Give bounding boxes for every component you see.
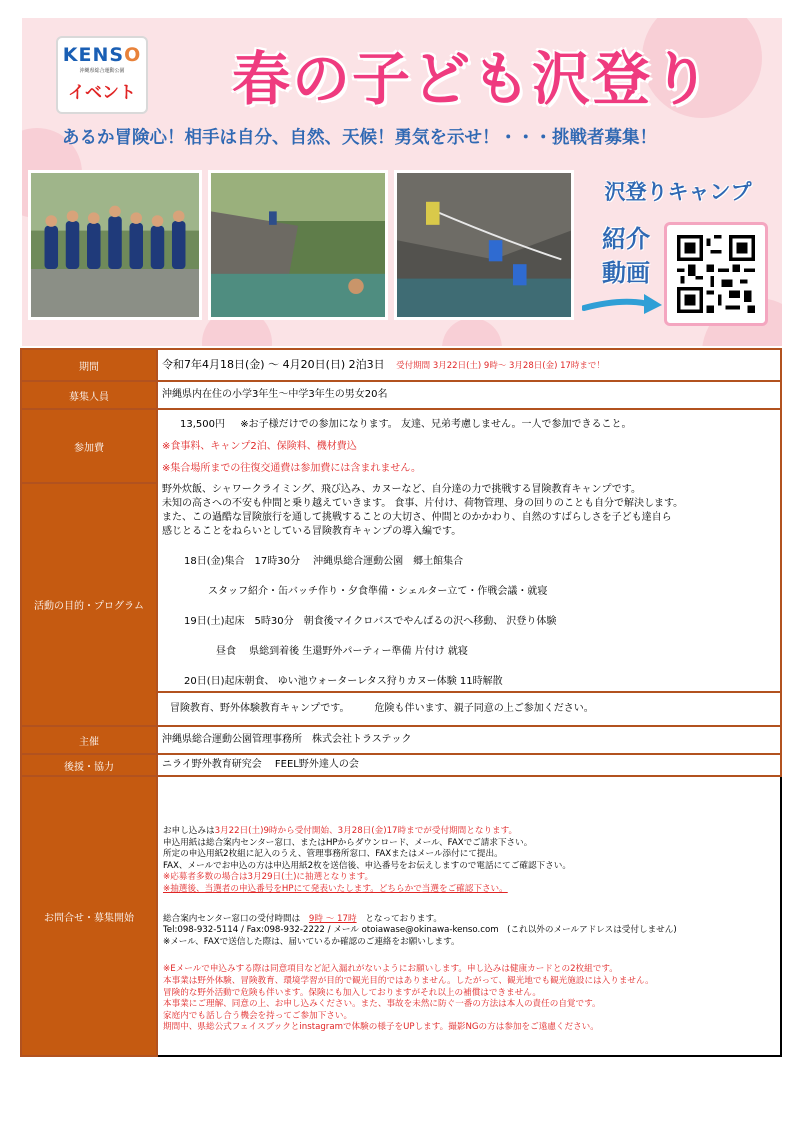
apply-period-red: 3月22日(土)9時から受付開始、3月28日(金)17時までが受付期間となります。 <box>214 826 518 837</box>
program-intro-1: 野外炊飯、シャワークライミング、飛び込み、カヌーなど、自分達の力で挑戦する冒険教育キャンプです。 <box>162 484 641 495</box>
program-value <box>157 483 781 692</box>
contact-line-3: FAX、メールでお申込の方は申込用紙2枚を送信後、申込番号をお伝えしますので電話にてご確認下さい。 <box>163 860 571 871</box>
support-label: 後援・協力 <box>21 754 157 776</box>
hours-prefix: 総合案内センター窓口の受付時間は <box>163 913 301 924</box>
fee-line <box>162 418 776 432</box>
period-row <box>21 349 781 381</box>
subtitle: あるか冒険心！相手は自分、自然、天候！勇気を示せ！・・・挑戦者募集！ <box>62 128 657 148</box>
organizer-value: 沖縄県総合運動公園管理事務所 株式会社トラステック <box>157 726 781 754</box>
organizer-row <box>21 726 781 754</box>
schedule-day3: 20日(日)起床朝食、 ゆい池ウォーターレタス狩りカヌー体験 11時解散 <box>184 676 503 687</box>
schedule-day2-afternoon: 昼食 県総到着後 生還野外パーティー準備 片付け 就寝 <box>216 646 468 657</box>
program-row <box>21 483 781 692</box>
fee-amount: 13,500円 <box>180 418 225 430</box>
contact-line-1: 申込用紙は総合案内センター窓口、またはHPからダウンロード、メール、FAXでご請求下さい。 <box>163 837 533 848</box>
contact-value <box>157 776 781 1056</box>
logo-brand: KENSO <box>62 44 142 66</box>
recruit-row <box>21 381 781 409</box>
period-value <box>157 349 781 381</box>
contact-label: お問合せ・募集開始 <box>21 776 157 1056</box>
logo-event: イベント <box>68 83 136 103</box>
support-row <box>21 754 781 776</box>
hours-value: 9時 ～ 17時 <box>308 913 357 924</box>
period-label: 期間 <box>21 349 157 381</box>
contact-row <box>21 776 781 1056</box>
office-hours <box>163 914 775 926</box>
lottery-note: ※応募者多数の場合は3月29日(土)に抽選となります。 <box>163 872 374 883</box>
note-4: 本事業にご理解、同意の上、お申し込みください。また、事故を未然に防ぐ一番の方法は本人の責任の自覚です。 <box>163 999 601 1010</box>
note-5: 家庭内でも話し合う機会を持ってご参加下さい。 <box>163 1010 353 1021</box>
recruit-label: 募集人員 <box>21 381 157 409</box>
photo-river-jump <box>208 170 388 320</box>
note-1: ※Eメールで申込みする際は同意項目など記入漏れがないようにお願いします。申し込みは健康カードとの2枚組です。 <box>163 964 618 975</box>
lottery-result-note: ※抽選後、当選者の申込番号をHPにて発表いたします。どちらかで当選をご確認下さい。 <box>163 884 508 895</box>
arrow-right-icon <box>582 292 662 316</box>
fee-excludes: ※集合場所までの往復交通費は参加費には含まれません。 <box>162 462 421 474</box>
qr-code-icon[interactable] <box>664 222 768 326</box>
flyer-header <box>22 18 782 346</box>
schedule-day1: 18日(金)集合 17時30分 沖縄県総合運動公園 郷土館集合 <box>184 556 464 567</box>
schedule-day2: 19日(土)起床 5時30分 朝食後マイクロバスでやんばるの沢へ移動、 沢登り体験 <box>184 616 557 627</box>
organizer-label: 主催 <box>21 726 157 754</box>
note-6: 期間中、県総公式フェイスブックとinstagramで体験の様子をUPします。撮影NGの方は参加をご遠慮ください。 <box>163 1022 599 1033</box>
recruit-value: 沖縄県内在住の小学3年生～中学3年生の男女20名 <box>157 381 781 409</box>
period-deadline: 受付期間 3月22日(土) 9時～ 3月28日(金) 17時まで！ <box>396 360 605 371</box>
event-info-table <box>20 348 782 1057</box>
photo-stream-climbing <box>394 170 574 320</box>
video-line-2: 動画 <box>602 259 650 287</box>
note-2: 本事業は野外体験、冒険教育、環境学習が目的で観光目的ではありません。したがって、観光地でも観光施設には入りません。 <box>163 975 654 986</box>
video-intro-label <box>588 222 664 290</box>
note-3: 冒険的な野外活動で危険も伴います。保険にも加入しておりますがそれ以上の補償はできません。 <box>163 987 541 998</box>
fee-value <box>157 409 781 483</box>
logo-tagline: 沖縄県総合運動公園 <box>79 68 125 74</box>
support-value: ニライ野外教育研究会 FEEL野外達人の会 <box>157 754 781 776</box>
schedule-day1-activities: スタッフ紹介・缶バッチ作り・夕食準備・シェルター立て・作戦会議・就寝 <box>208 586 548 597</box>
fee-includes: ※食事料、キャンプ2泊、保険料、機材費込 <box>162 440 357 452</box>
kenso-logo <box>56 36 148 114</box>
program-intro-2: 未知の高さへの不安も仲間と乗り越えていきます。 食事、片付け、荷物管理、身の回りのことも自分で解決します。 <box>162 498 684 509</box>
program-caution: 冒険教育、野外体験教育キャンプです。 危険も伴います、親子同意の上ご参加ください。 <box>157 692 781 726</box>
send-confirm-note: ※メール、FAXで送信した際は、届いているか確認のご連絡をお願いします。 <box>163 936 460 947</box>
fee-note: ※お子様だけでの参加になります。 友達、兄弟考慮しません。一人で参加できること。 <box>240 418 632 430</box>
apply-prefix: お申し込みは <box>163 826 215 837</box>
period-dates: 令和7年4月18日(金) ～ 4月20日(日) 2泊3日 <box>162 357 385 371</box>
apply-period <box>163 826 775 838</box>
contact-line-2: 所定の申込用紙2枚組に記入のうえ、管理事務所窓口、FAXまたはメール添付にて提出。 <box>163 849 503 860</box>
fee-label: 参加費 <box>21 409 157 483</box>
program-intro-3: また、この過酷な冒険旅行を通して挑戦することの大切さ、仲間とのかかわり、自然のすばらしさを子ども達自ら <box>162 512 672 523</box>
photo-children-group <box>28 170 202 320</box>
video-line-1: 紹介 <box>602 225 650 253</box>
contact-tel: Tel:098-932-5114 / Fax:098-932-2222 / メール otoiawase@okinawa-kenso.com (これ以外のメールアドレスは受付しません) <box>163 925 677 936</box>
hours-suffix: となっております。 <box>365 913 442 924</box>
camp-title: 沢登りキャンプ <box>604 180 752 204</box>
main-title: 春の子ども沢登り <box>231 45 712 113</box>
program-intro-4: 感じとることをねらいとしている冒険教育キャンプの導入編です。 <box>162 526 462 537</box>
fee-row <box>21 409 781 483</box>
blossom-decoration <box>442 318 502 346</box>
program-label-cell: 活動の目的・プログラム <box>21 483 157 726</box>
